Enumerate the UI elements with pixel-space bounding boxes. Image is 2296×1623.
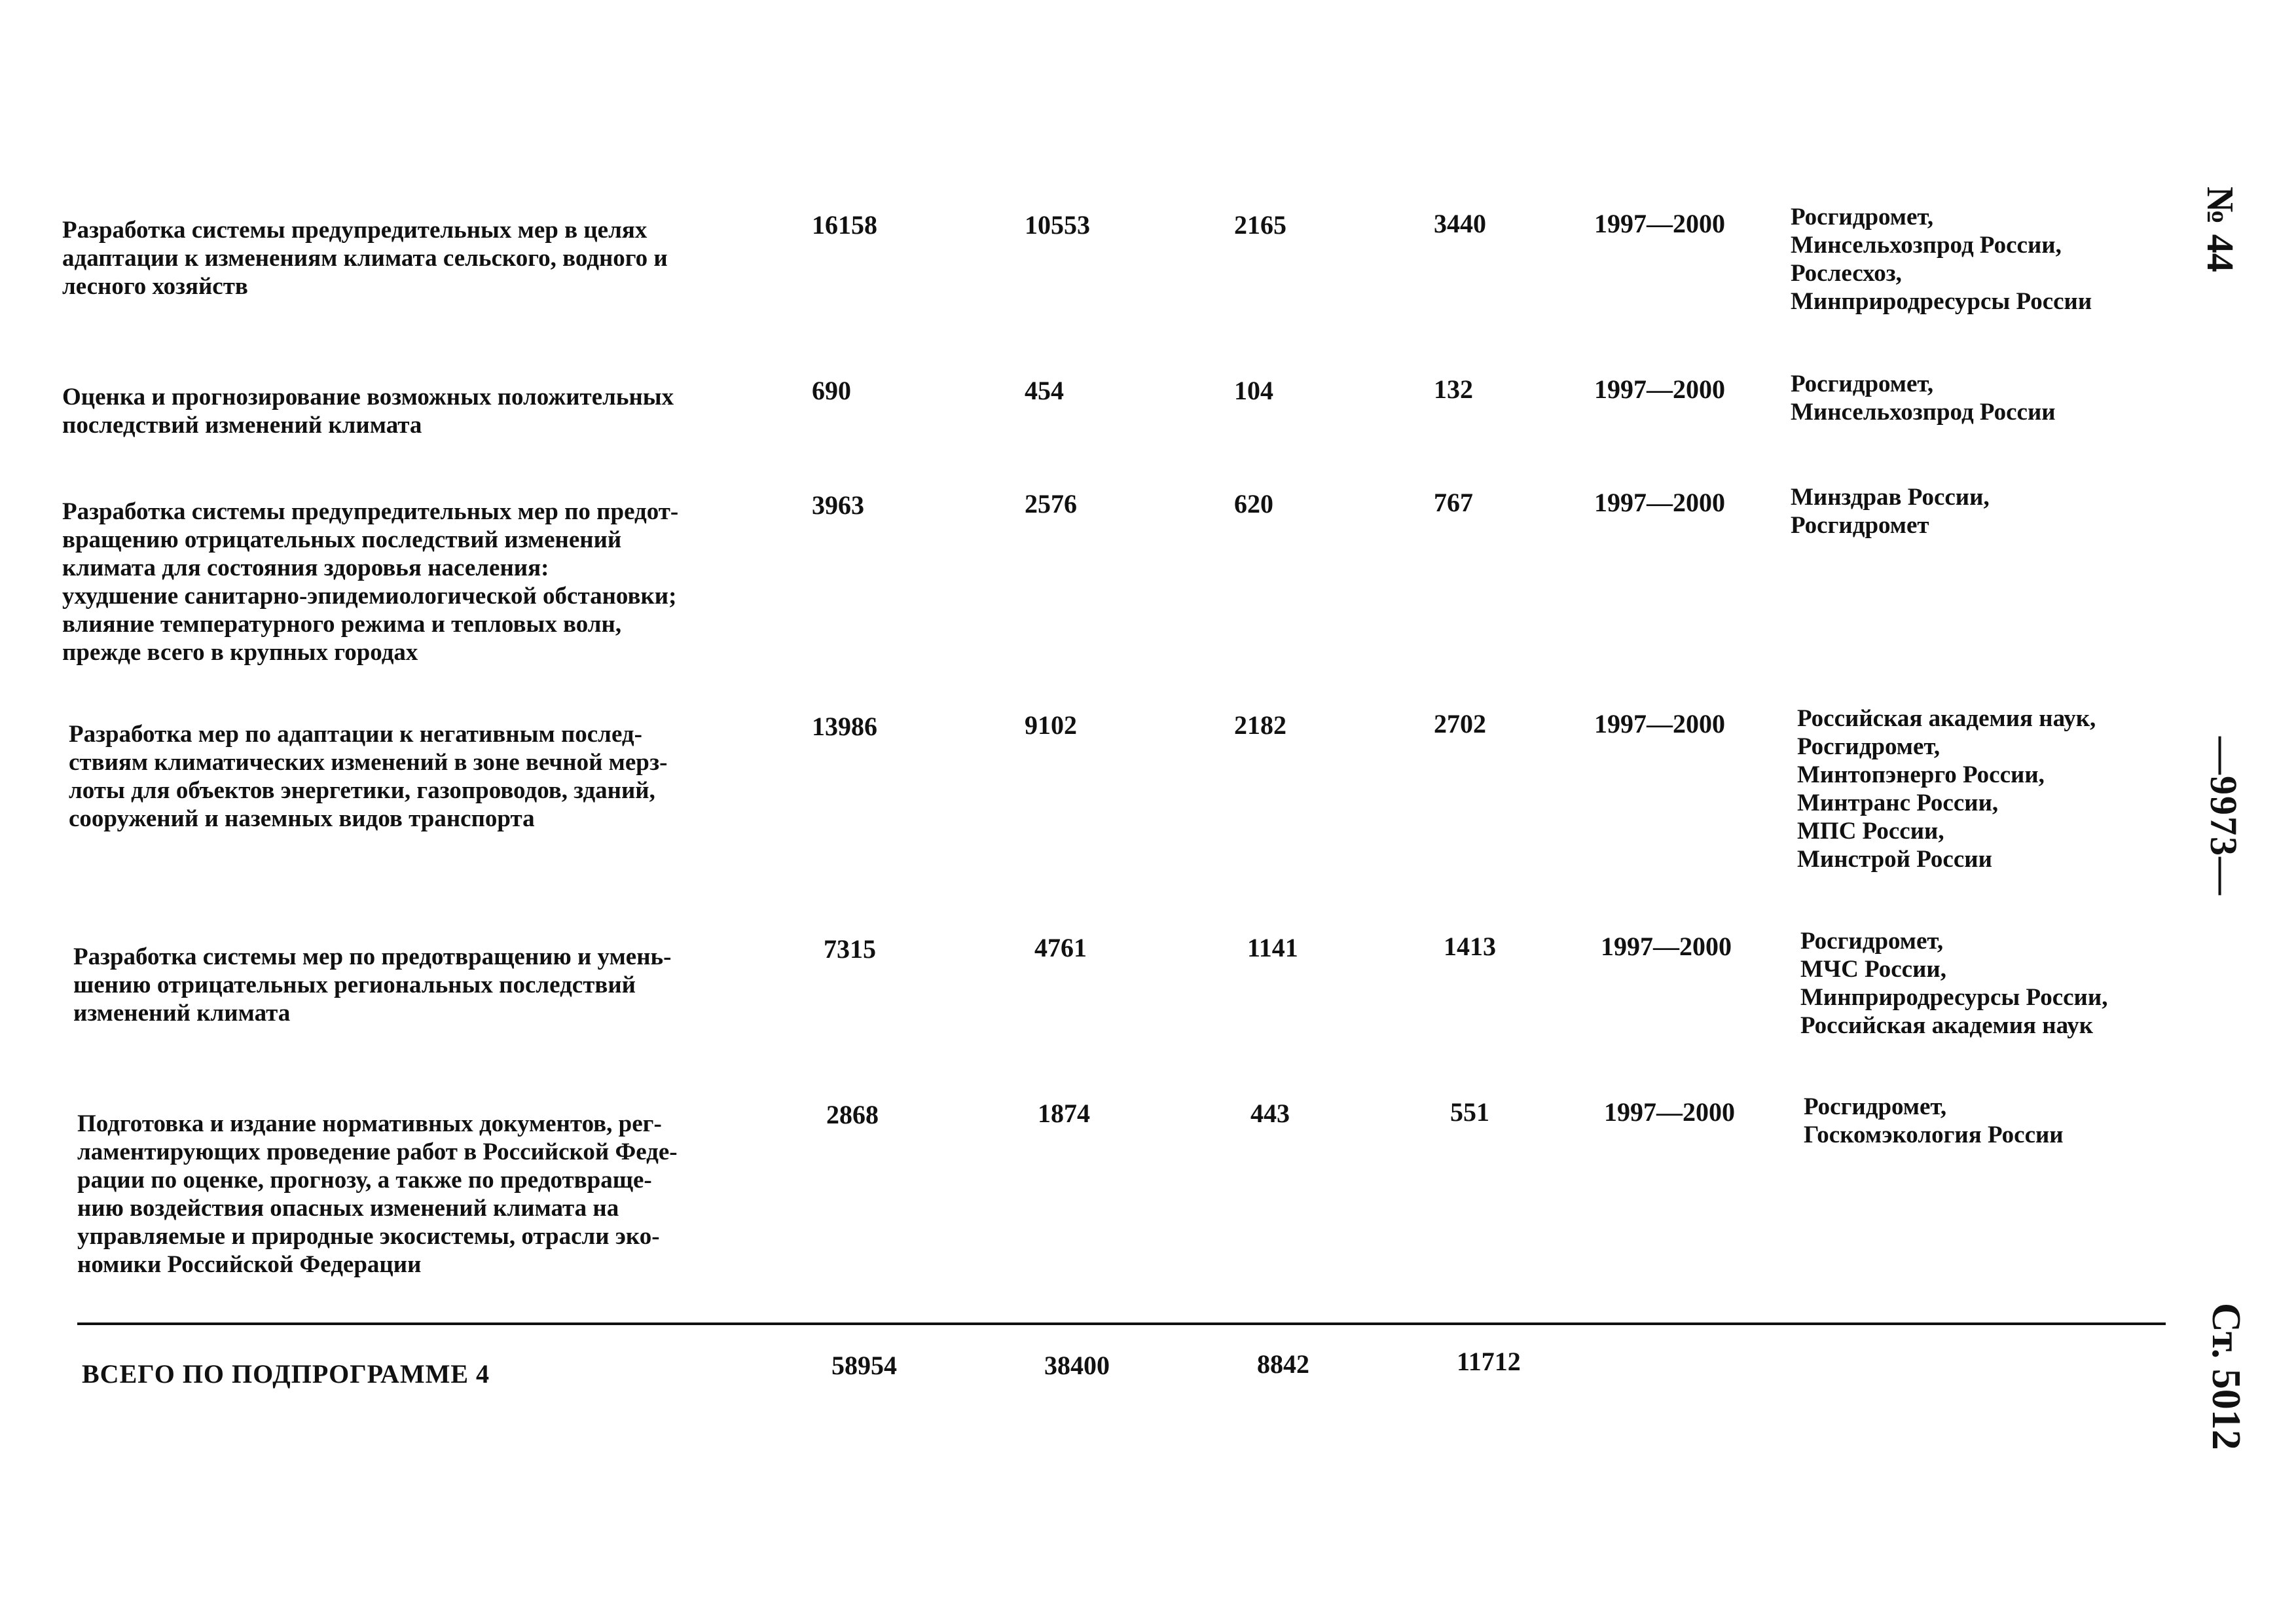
total-value: 2868 <box>826 1100 879 1129</box>
value-col2: 9102 <box>1025 710 1077 740</box>
description-line: лоты для объектов энергетики, газопроводов, зданий, <box>69 777 655 804</box>
value-col4: 1413 <box>1444 932 1496 961</box>
value-col4: 132 <box>1434 374 1473 404</box>
executors <box>1791 483 2196 539</box>
total-value: 16158 <box>812 210 877 240</box>
executors <box>1791 370 2196 426</box>
description-line: нию воздействия опасных изменений климата на <box>77 1195 619 1222</box>
period: 1997—2000 <box>1594 488 1725 517</box>
executor: Минстрой России <box>1797 846 1992 873</box>
executor: Рослесхоз, <box>1791 260 1902 287</box>
executor: МЧС России, <box>1800 956 1946 983</box>
row-description <box>62 216 750 301</box>
issue-number: № 44 <box>2199 187 2242 272</box>
value-col3: 620 <box>1234 489 1273 519</box>
executor: Минздрав России, <box>1791 484 1990 511</box>
description-line: Разработка мер по адаптации к негативным послед- <box>69 721 642 748</box>
description-line: вращению отрицательных последствий изменений <box>62 526 622 553</box>
executor: Минприродресурсы России <box>1791 288 2092 315</box>
value-col3: 2182 <box>1234 710 1286 740</box>
executor: Российская академия наук, <box>1797 705 2096 732</box>
executor: Росгидромет <box>1791 512 1929 539</box>
description-line: изменений климата <box>73 1000 291 1027</box>
value-col3: 443 <box>1250 1099 1290 1128</box>
executors <box>1800 927 2206 1040</box>
description-line: Оценка и прогнозирование возможных положительных <box>62 384 674 410</box>
period: 1997—2000 <box>1601 932 1732 961</box>
total-value: 3963 <box>812 490 864 520</box>
summary-divider <box>77 1322 2166 1325</box>
description-line: рации по оценке, прогнозу, а также по предотвраще- <box>77 1167 652 1194</box>
value-col2: 1874 <box>1038 1099 1090 1128</box>
executor: Минсельхозпрод России <box>1791 399 2056 426</box>
description-line: шению отрицательных региональных последствий <box>73 972 636 998</box>
description-line: номики Российской Федерации <box>77 1251 422 1278</box>
executor: Минсельхозпрод России, <box>1791 232 2062 259</box>
period: 1997—2000 <box>1594 709 1725 739</box>
summary-col3: 8842 <box>1257 1349 1309 1379</box>
description-line: ламентирующих проведение работ в Российской Феде- <box>77 1139 678 1165</box>
summary-col4: 11712 <box>1457 1347 1521 1376</box>
executors <box>1797 704 2203 873</box>
description-line: Подготовка и издание нормативных документов, рег- <box>77 1110 662 1137</box>
description-line: прежде всего в крупных городах <box>62 639 418 666</box>
value-col2: 4761 <box>1034 933 1087 962</box>
description-line: Разработка системы предупредительных мер в целях <box>62 217 647 244</box>
row-description <box>73 943 761 1027</box>
total-value: 7315 <box>824 934 876 964</box>
executor: Госкомэкология России <box>1804 1122 2064 1148</box>
row-description <box>62 498 750 666</box>
summary-label: ВСЕГО ПО ПОДПРОГРАММЕ 4 <box>82 1359 490 1389</box>
executor: Минтопэнерго России, <box>1797 761 2045 788</box>
executor: Росгидромет, <box>1791 204 1934 230</box>
executor: Росгидромет, <box>1791 371 1934 397</box>
value-col2: 454 <box>1025 376 1064 405</box>
executor: Росгидромет, <box>1800 928 1944 955</box>
summary-total: 58954 <box>831 1351 897 1380</box>
executors <box>1804 1093 2210 1149</box>
description-line: сооружений и наземных видов транспорта <box>69 805 535 832</box>
period: 1997—2000 <box>1604 1097 1735 1127</box>
value-col4: 551 <box>1450 1097 1489 1127</box>
description-line: лесного хозяйств <box>62 273 248 300</box>
value-col3: 2165 <box>1234 210 1286 240</box>
value-col3: 104 <box>1234 376 1273 405</box>
executor: МПС России, <box>1797 818 1944 845</box>
description-line: управляемые и природные экосистемы, отрасли эко- <box>77 1223 660 1250</box>
executor: Российская академия наук <box>1800 1012 2094 1039</box>
column-number: Ст. 5012 <box>2204 1303 2248 1450</box>
executor: Минприродресурсы России, <box>1800 984 2108 1011</box>
description-line: климата для состояния здоровья населения: <box>62 555 549 581</box>
page-number: —9973— <box>2202 737 2245 896</box>
total-value: 13986 <box>812 712 877 741</box>
executor: Минтранс России, <box>1797 790 1999 816</box>
description-line: ухудшение санитарно-эпидемиологической обстановки; <box>62 583 677 610</box>
value-col4: 3440 <box>1434 209 1486 238</box>
value-col4: 2702 <box>1434 709 1486 739</box>
executor: Росгидромет, <box>1804 1093 1947 1120</box>
executors <box>1791 203 2196 316</box>
description-line: Разработка системы мер по предотвращению и умень- <box>73 943 672 970</box>
description-line: последствий изменений климата <box>62 412 422 439</box>
description-line: Разработка системы предупредительных мер по предот- <box>62 498 679 525</box>
description-line: влияние температурного режима и тепловых волн, <box>62 611 622 638</box>
period: 1997—2000 <box>1594 209 1725 238</box>
total-value: 690 <box>812 376 851 405</box>
period: 1997—2000 <box>1594 374 1725 404</box>
row-description <box>77 1110 765 1279</box>
description-line: адаптации к изменениям климата сельского, водного и <box>62 245 668 272</box>
summary-col2: 38400 <box>1044 1351 1110 1380</box>
executor: Росгидромет, <box>1797 733 1941 760</box>
description-line: ствиям климатических изменений в зоне вечной мерз- <box>69 749 668 776</box>
row-description <box>69 720 756 833</box>
value-col2: 10553 <box>1025 210 1090 240</box>
value-col3: 1141 <box>1247 933 1298 962</box>
value-col2: 2576 <box>1025 489 1077 519</box>
row-description <box>62 383 750 439</box>
value-col4: 767 <box>1434 488 1473 517</box>
